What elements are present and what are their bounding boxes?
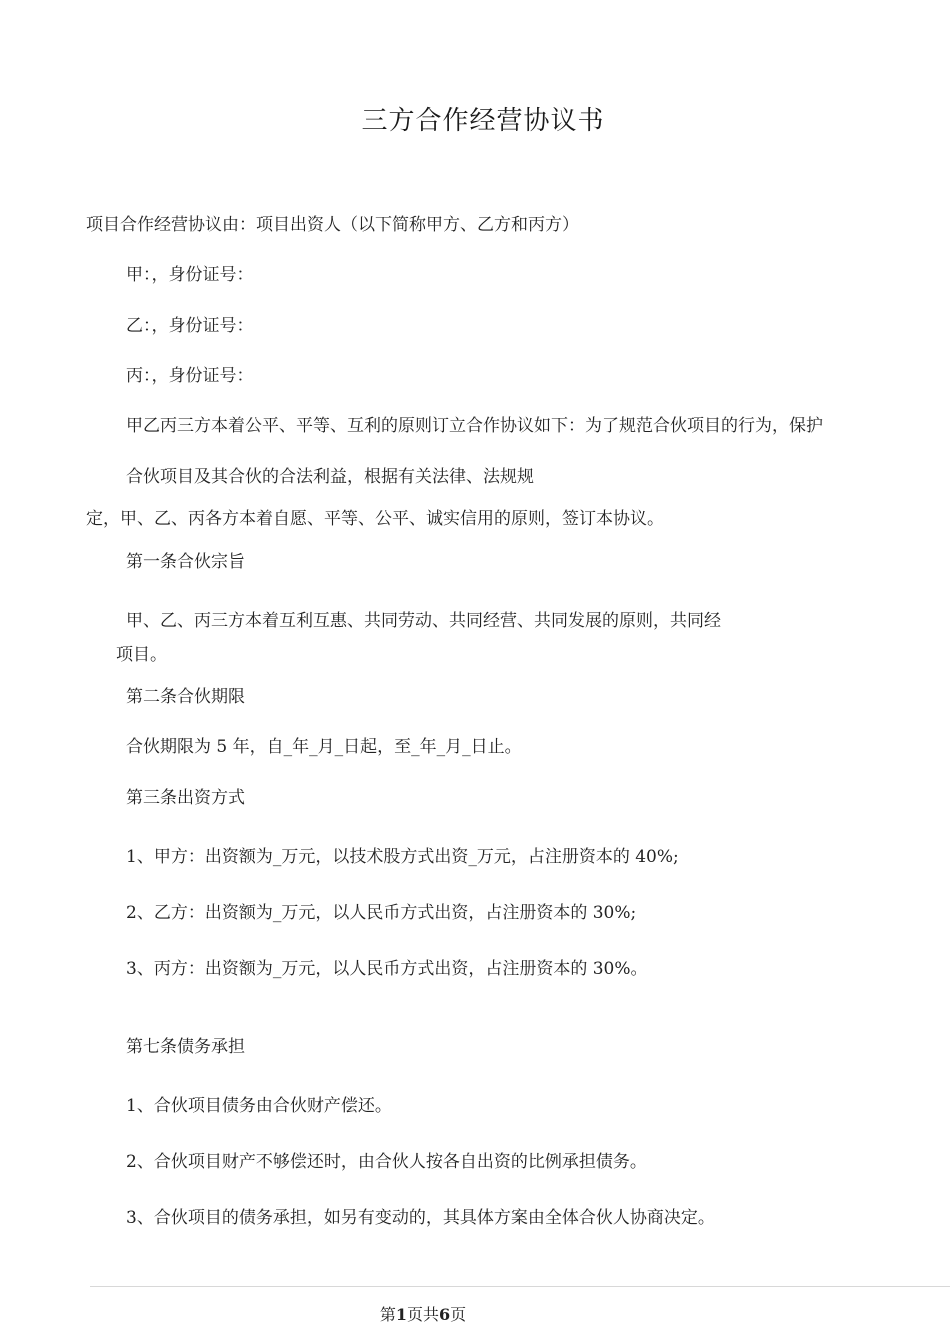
document-title: 三方合作经营协议书	[361, 106, 605, 136]
article-1-body-line-1: 甲、乙、丙三方本着互利互惠、共同劳动、共同经营、共同发展的原则，共同经	[126, 611, 721, 631]
party-a-line: 甲：，身份证号：	[126, 265, 254, 285]
article-1-heading: 第一条合伙宗旨	[126, 552, 245, 572]
footer-middle: 页共	[406, 1305, 439, 1324]
intro-paragraph: 项目合作经营协议由：项目出资人（以下简称甲方、乙方和丙方）	[86, 215, 579, 235]
party-c-line: 丙：，身份证号：	[126, 366, 254, 386]
article-2-heading: 第二条合伙期限	[126, 687, 245, 707]
footer-total-pages: 6	[439, 1305, 451, 1324]
article-1-body-line-2: 项目。	[116, 645, 167, 665]
article-3-heading: 第三条出资方式	[126, 788, 245, 808]
article-7-item: 1、合伙项目债务由合伙财产偿还。	[126, 1096, 392, 1116]
article-7-item: 3、合伙项目的债务承担，如另有变动的，其具体方案由全体合伙人协商决定。	[126, 1208, 715, 1228]
preamble-line-3: 定，甲、乙、丙各方本着自愿、平等、公平、诚实信用的原则，签订本协议。	[86, 509, 664, 529]
footer-current-page: 1	[395, 1305, 407, 1324]
footer-divider	[90, 1286, 950, 1287]
footer-suffix: 页	[450, 1305, 467, 1324]
article-3-item: 3、丙方：出资额为_万元，以人民币方式出资，占注册资本的 30%。	[126, 959, 648, 979]
article-7-item: 2、合伙项目财产不够偿还时，由合伙人按各自出资的比例承担债务。	[126, 1152, 647, 1172]
preamble-line-1: 甲乙丙三方本着公平、平等、互利的原则订立合作协议如下：为了规范合伙项目的行为，保护	[126, 416, 823, 436]
page-footer	[0, 1302, 846, 1325]
article-3-item: 2、乙方：出资额为_万元，以人民币方式出资，占注册资本的 30%;	[126, 903, 637, 923]
party-b-line: 乙：，身份证号：	[126, 316, 254, 336]
article-3-item: 1、甲方：出资额为_万元，以技术股方式出资_万元，占注册资本的 40%;	[126, 847, 679, 867]
article-2-body: 合伙期限为 5 年，自_年_月_日起，至_年_月_日止。	[126, 737, 522, 757]
article-7-heading: 第七条债务承担	[126, 1037, 245, 1057]
preamble-line-2: 合伙项目及其合伙的合法利益，根据有关法律、法规规	[126, 467, 534, 487]
footer-prefix: 第	[379, 1305, 396, 1324]
